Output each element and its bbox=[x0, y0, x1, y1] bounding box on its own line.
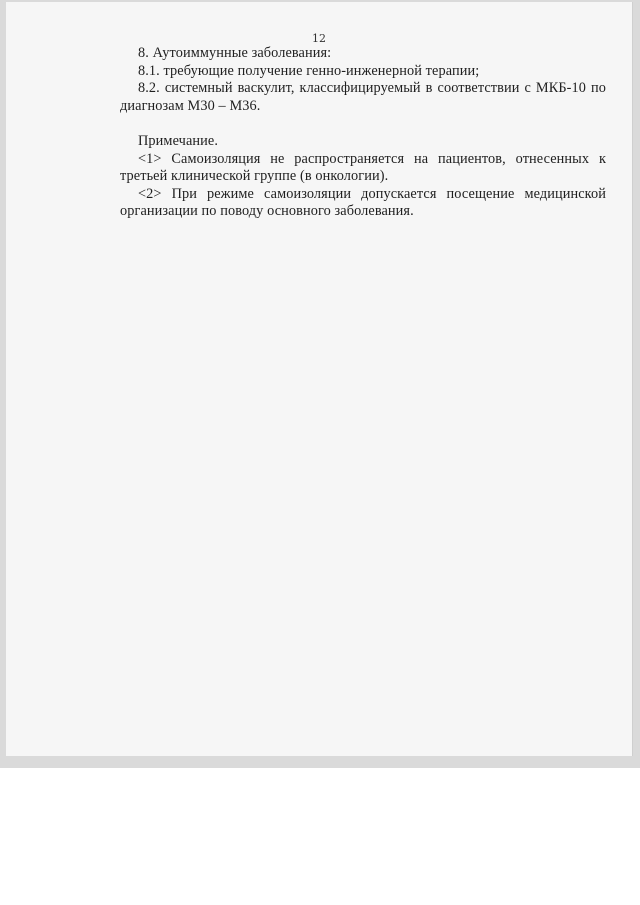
note-title: Примечание. bbox=[138, 133, 219, 149]
note-2: <2> При режиме самоизоляции допускается посещение медицинской организации по поводу основного заболевания. bbox=[120, 185, 606, 219]
note-1: <1> Самоизоляция не распространяется на пациентов, отнесенных к третьей клинической группе (в онкологии). bbox=[120, 150, 606, 184]
section-heading: 8. Аутоиммунные заболевания: bbox=[138, 45, 332, 61]
page-number: 12 bbox=[312, 32, 326, 45]
document-page bbox=[6, 2, 633, 756]
list-item-8-1: 8.1. требующие получение генно-инженерной терапии; bbox=[138, 62, 480, 79]
list-item-8-2: 8.2. системный васкулит, классифицируемый в соответствии с МКБ-10 по диагнозам M30 – M36. bbox=[120, 80, 606, 114]
paragraph-spacer bbox=[120, 115, 606, 133]
document-text bbox=[120, 45, 606, 221]
